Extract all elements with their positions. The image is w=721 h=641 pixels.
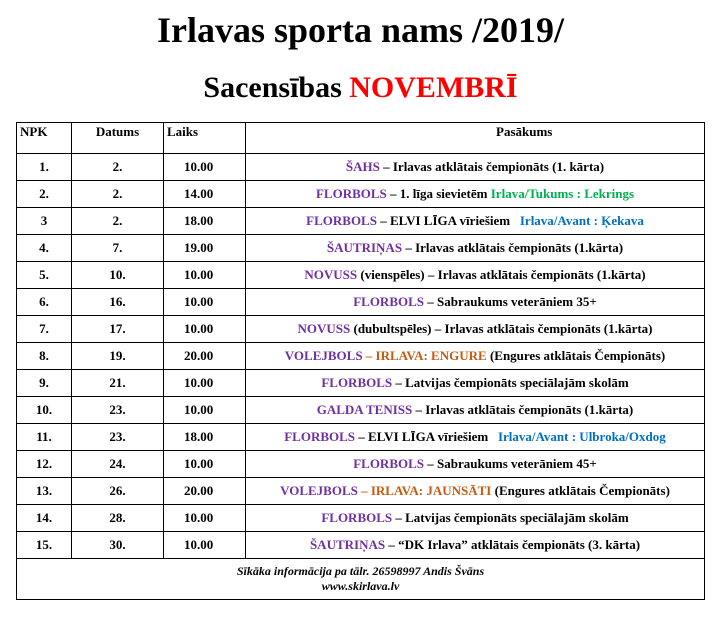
row-event — [246, 343, 705, 370]
row-event — [246, 181, 705, 208]
event-description: Sabraukums veterāniem 45+ — [437, 456, 597, 471]
event-description: Irlavas atklātais čempionāts (1.kārta) — [425, 402, 634, 417]
row-date: 30. — [72, 532, 164, 559]
row-number: 2. — [17, 181, 72, 208]
footer-contact: Sīkāka informācija pa tālr. 26598997 Andis Švāns — [236, 564, 485, 578]
table-header-row — [17, 123, 705, 154]
row-time: 10.00 — [164, 397, 246, 424]
header-date: Datums — [72, 123, 164, 154]
event-separator: – — [402, 240, 416, 255]
row-date: 24. — [72, 451, 164, 478]
row-number: 8. — [17, 343, 72, 370]
table-row — [17, 316, 705, 343]
schedule-table — [16, 122, 705, 600]
event-separator: – — [385, 537, 399, 552]
row-number: 10. — [17, 397, 72, 424]
event-description: (dubultspēles) – Irlavas atklātais čempionāts (1.kārta) — [353, 321, 653, 336]
event-description: Latvijas čempionāts speciālajām skolām — [405, 375, 629, 390]
event-sport: VOLEJBOLS — [284, 348, 363, 363]
row-date: 19. — [72, 343, 164, 370]
row-event — [246, 208, 705, 235]
row-time: 18.00 — [164, 424, 246, 451]
event-description: Sabraukums veterāniem 35+ — [437, 294, 597, 309]
row-event — [246, 154, 705, 181]
event-separator: – — [412, 402, 426, 417]
row-date: 28. — [72, 505, 164, 532]
row-number: 4. — [17, 235, 72, 262]
event-description: 1. līga sievietēm — [399, 186, 491, 201]
event-match: Irlava/Avant : Ulbroka/Oxdog — [497, 429, 666, 444]
table-row — [17, 451, 705, 478]
row-time: 14.00 — [164, 181, 246, 208]
table-row — [17, 532, 705, 559]
row-time: 10.00 — [164, 451, 246, 478]
event-description: Latvijas čempionāts speciālajām skolām — [405, 510, 629, 525]
event-separator: – — [376, 213, 390, 228]
page-title: Irlavas sporta nams /2019/ — [156, 10, 565, 50]
event-sport: ŠAHS — [345, 159, 380, 174]
row-number: 15. — [17, 532, 72, 559]
row-event — [246, 478, 705, 505]
event-description: (Engures atklātais Čempionāts) — [491, 483, 670, 498]
row-number: 5. — [17, 262, 72, 289]
header-time: Laiks — [164, 123, 246, 154]
row-time: 20.00 — [164, 478, 246, 505]
row-event — [246, 262, 705, 289]
row-event — [246, 397, 705, 424]
row-date: 2. — [72, 154, 164, 181]
table-row — [17, 181, 705, 208]
table-row — [17, 424, 705, 451]
event-sport: FLORBOLS — [321, 375, 393, 390]
row-date: 23. — [72, 397, 164, 424]
row-event — [246, 370, 705, 397]
event-sport: FLORBOLS — [284, 429, 356, 444]
event-sport: ŠAUTRIŅAS — [309, 537, 386, 552]
table-row — [17, 235, 705, 262]
event-sport: NOVUSS — [304, 267, 358, 282]
event-separator: – — [357, 483, 371, 498]
event-sport: FLORBOLS — [315, 186, 387, 201]
row-number: 13. — [17, 478, 72, 505]
event-match: Irlava/Avant : Ķekava — [519, 213, 644, 228]
table-row — [17, 343, 705, 370]
event-sport: GALDA TENISS — [316, 402, 413, 417]
row-time: 10.00 — [164, 154, 246, 181]
table-row — [17, 397, 705, 424]
row-event — [246, 424, 705, 451]
footer-website[interactable]: www.skirlava.lv — [321, 579, 400, 593]
row-event — [246, 235, 705, 262]
row-date: 2. — [72, 181, 164, 208]
row-date: 10. — [72, 262, 164, 289]
row-time: 19.00 — [164, 235, 246, 262]
row-number: 1. — [17, 154, 72, 181]
row-time: 10.00 — [164, 505, 246, 532]
event-sport: NOVUSS — [297, 321, 351, 336]
event-separator: – — [424, 456, 437, 471]
row-time: 10.00 — [164, 532, 246, 559]
row-time: 10.00 — [164, 262, 246, 289]
row-event — [246, 316, 705, 343]
page-subtitle — [0, 70, 721, 106]
table-row — [17, 505, 705, 532]
footer-info — [17, 559, 705, 600]
row-date: 23. — [72, 424, 164, 451]
row-number: 9. — [17, 370, 72, 397]
event-description: (Engures atklātais Čempionāts) — [486, 348, 666, 363]
event-description: ELVI LĪGA vīriešiem — [389, 213, 520, 228]
row-date: 17. — [72, 316, 164, 343]
row-event — [246, 505, 705, 532]
row-number: 14. — [17, 505, 72, 532]
table-row — [17, 154, 705, 181]
event-description: Irlavas atklātais čempionāts (1.kārta) — [415, 240, 624, 255]
row-event — [246, 451, 705, 478]
subtitle-prefix: Sacensības — [203, 71, 342, 104]
row-number: 6. — [17, 289, 72, 316]
table-row — [17, 208, 705, 235]
row-number: 12. — [17, 451, 72, 478]
table-row — [17, 262, 705, 289]
row-date: 7. — [72, 235, 164, 262]
event-sport: ŠAUTRIŅAS — [326, 240, 403, 255]
event-separator: – — [392, 375, 406, 390]
event-description: Irlavas atklātais čempionāts (1. kārta) — [392, 159, 605, 174]
row-time: 10.00 — [164, 289, 246, 316]
table-row — [17, 289, 705, 316]
row-number: 3 — [17, 208, 72, 235]
row-date: 16. — [72, 289, 164, 316]
event-sport: FLORBOLS — [353, 294, 424, 309]
event-sport: FLORBOLS — [353, 456, 424, 471]
row-number: 7. — [17, 316, 72, 343]
event-separator: – — [362, 348, 376, 363]
event-separator: – — [386, 186, 400, 201]
row-time: 20.00 — [164, 343, 246, 370]
table-row — [17, 370, 705, 397]
footer-row — [17, 559, 705, 600]
row-date: 2. — [72, 208, 164, 235]
event-separator: – — [355, 429, 369, 444]
table-row — [17, 478, 705, 505]
event-description: (vienspēles) – Irlavas atklātais čempionāts (1.kārta) — [360, 267, 646, 282]
event-separator: – — [379, 159, 393, 174]
event-separator: – — [424, 294, 437, 309]
row-number: 11. — [17, 424, 72, 451]
subtitle-month: NOVEMBRĪ — [349, 71, 518, 104]
event-sport: VOLEJBOLS — [280, 483, 358, 498]
row-time: 10.00 — [164, 316, 246, 343]
row-time: 18.00 — [164, 208, 246, 235]
event-match: IRLAVA: ENGURE — [375, 348, 487, 363]
row-time: 10.00 — [164, 370, 246, 397]
row-event — [246, 532, 705, 559]
row-date: 26. — [72, 478, 164, 505]
header-npk: NPK — [17, 123, 72, 154]
event-match: Irlava/Tukums : Lekrings — [490, 186, 635, 201]
event-match: IRLAVA: JAUNSĀTI — [370, 483, 492, 498]
row-date: 21. — [72, 370, 164, 397]
header-event: Pasākums — [246, 123, 705, 154]
event-sport: FLORBOLS — [321, 510, 393, 525]
row-event — [246, 289, 705, 316]
event-description: “DK Irlava” atklātais čempionāts (3. kārta) — [398, 537, 641, 552]
event-description: ELVI LĪGA vīriešiem — [368, 429, 498, 444]
event-separator: – — [392, 510, 406, 525]
event-sport: FLORBOLS — [306, 213, 377, 228]
